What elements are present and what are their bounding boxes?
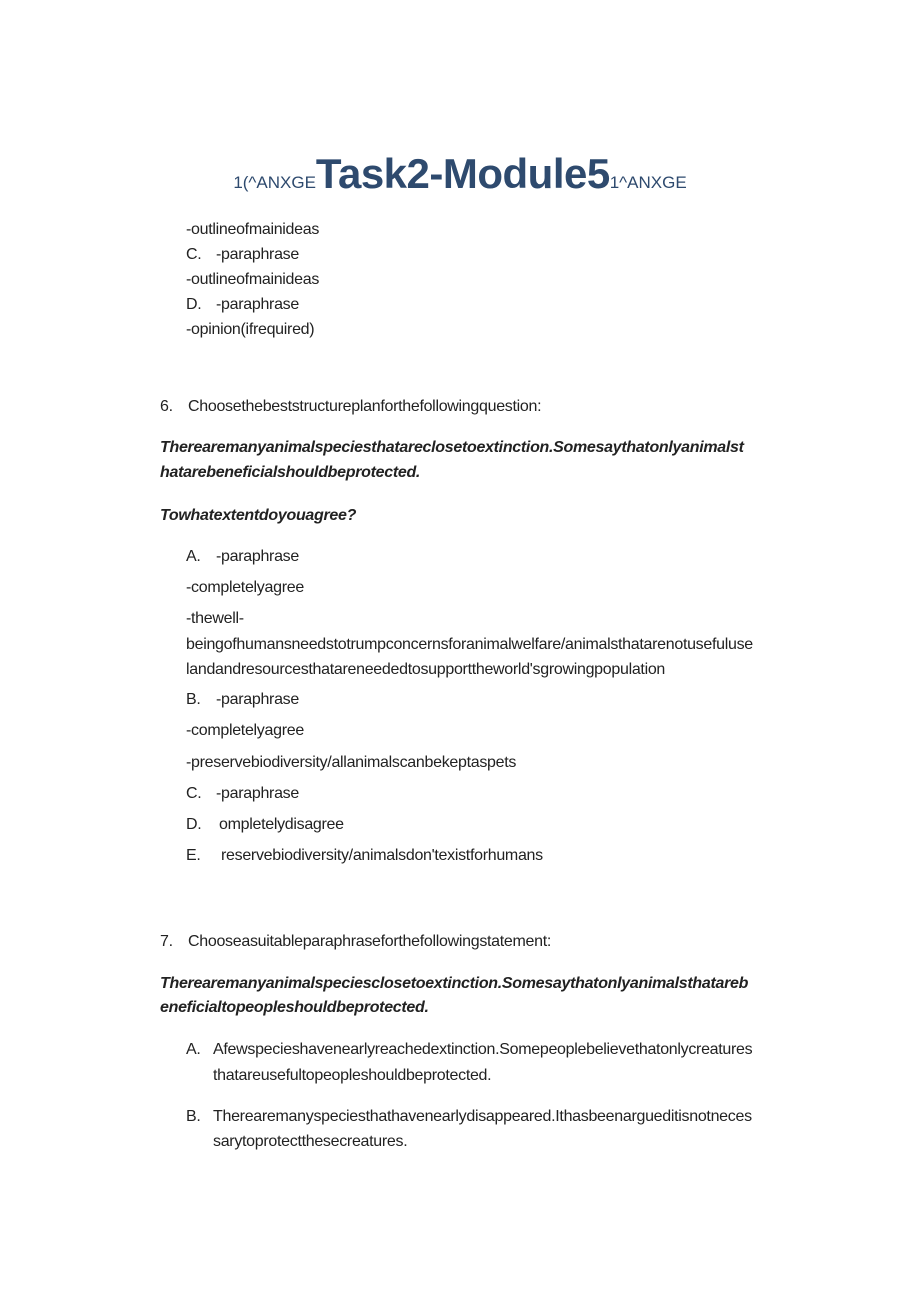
option-text: reservebiodiversity/animalsdon'texistforhumans [221, 847, 543, 864]
q6-a-line-1: -completelyagree [186, 579, 304, 596]
q7-option-a [186, 1040, 752, 1060]
option-text: Therearemanyspeciesthathavenearlydisappeared.Ithasbeenargueditisnotneces [213, 1108, 752, 1125]
q7-number: 7. [160, 933, 173, 950]
q6-option-c [186, 784, 299, 804]
q7-prompt [160, 932, 551, 952]
q7-b-line-2: sarytoprotectthesecreatures. [213, 1133, 408, 1150]
q7-option-b [186, 1107, 752, 1127]
q6-option-a [186, 547, 299, 567]
q6-a-line-3: beingofhumansneedstotrumpconcernsforanimalwelfare/animalsthatarenotusefuluse [186, 636, 753, 653]
option-text: -paraphrase [216, 246, 299, 263]
option-text: -paraphrase [216, 785, 299, 802]
option-text: -paraphrase [216, 296, 299, 313]
q6-option-b [186, 690, 299, 710]
q6-prompt-text: Choosethebeststructureplanforthefollowingquestion: [188, 398, 542, 415]
q6-a-line-4: landandresourcesthatareneededtosupporttheworld'sgrowingpopulation [186, 661, 666, 678]
q6-statement-line-2: hatarebeneficialshouldbeprotected. [160, 464, 421, 481]
option-letter: B. [186, 1108, 201, 1125]
q6-option-e [186, 846, 543, 866]
page-header [0, 150, 920, 198]
option-letter: A. [186, 548, 201, 565]
option-text: -paraphrase [216, 691, 299, 708]
q7-a-line-2: thatareusefultopeopleshouldbeprotected. [213, 1067, 492, 1084]
option-letter: D. [186, 816, 202, 833]
q6-question: Towhatextentdoyouagree? [160, 507, 357, 524]
option-text: -paraphrase [216, 548, 299, 565]
q6-option-d [186, 815, 344, 835]
option-text: ompletelydisagree [219, 816, 344, 833]
header-prefix: 1(^ANXGE [233, 173, 316, 192]
top-option-c [186, 245, 299, 265]
option-letter: A. [186, 1041, 201, 1058]
option-letter: C. [186, 785, 202, 802]
q7-statement-line-2: eneficialtopeopleshouldbeprotected. [160, 999, 429, 1016]
q6-prompt [160, 397, 541, 417]
q6-b-line-2: -preservebiodiversity/allanimalscanbekeptaspets [186, 754, 517, 771]
q6-statement-line-1: Therearemanyanimalspeciesthatareclosetoextinction.Somesaythatonlyanimalst [160, 439, 744, 456]
top-line-3: -outlineofmainideas [186, 271, 320, 288]
top-line-1: -outlineofmainideas [186, 221, 320, 238]
q7-statement-line-1: Therearemanyanimalspeciesclosetoextinction.Somesaythatonlyanimalsthatareb [160, 975, 749, 992]
option-letter: C. [186, 246, 202, 263]
q6-number: 6. [160, 398, 173, 415]
option-letter: E. [186, 847, 201, 864]
header-suffix: 1^ANXGE [609, 173, 687, 192]
top-line-5: -opinion(ifrequired) [186, 321, 315, 338]
option-letter: B. [186, 691, 201, 708]
option-text: Afewspecieshavenearlyreachedextinction.Somepeoplebelievethatonlycreatures [213, 1041, 753, 1058]
option-letter: D. [186, 296, 202, 313]
q6-a-line-2: -thewell- [186, 610, 244, 627]
top-option-d [186, 295, 299, 315]
page-title: Task2-Module5 [315, 150, 610, 197]
q6-b-line-1: -completelyagree [186, 722, 304, 739]
q7-prompt-text: Chooseasuitableparaphraseforthefollowingstatement: [188, 933, 552, 950]
